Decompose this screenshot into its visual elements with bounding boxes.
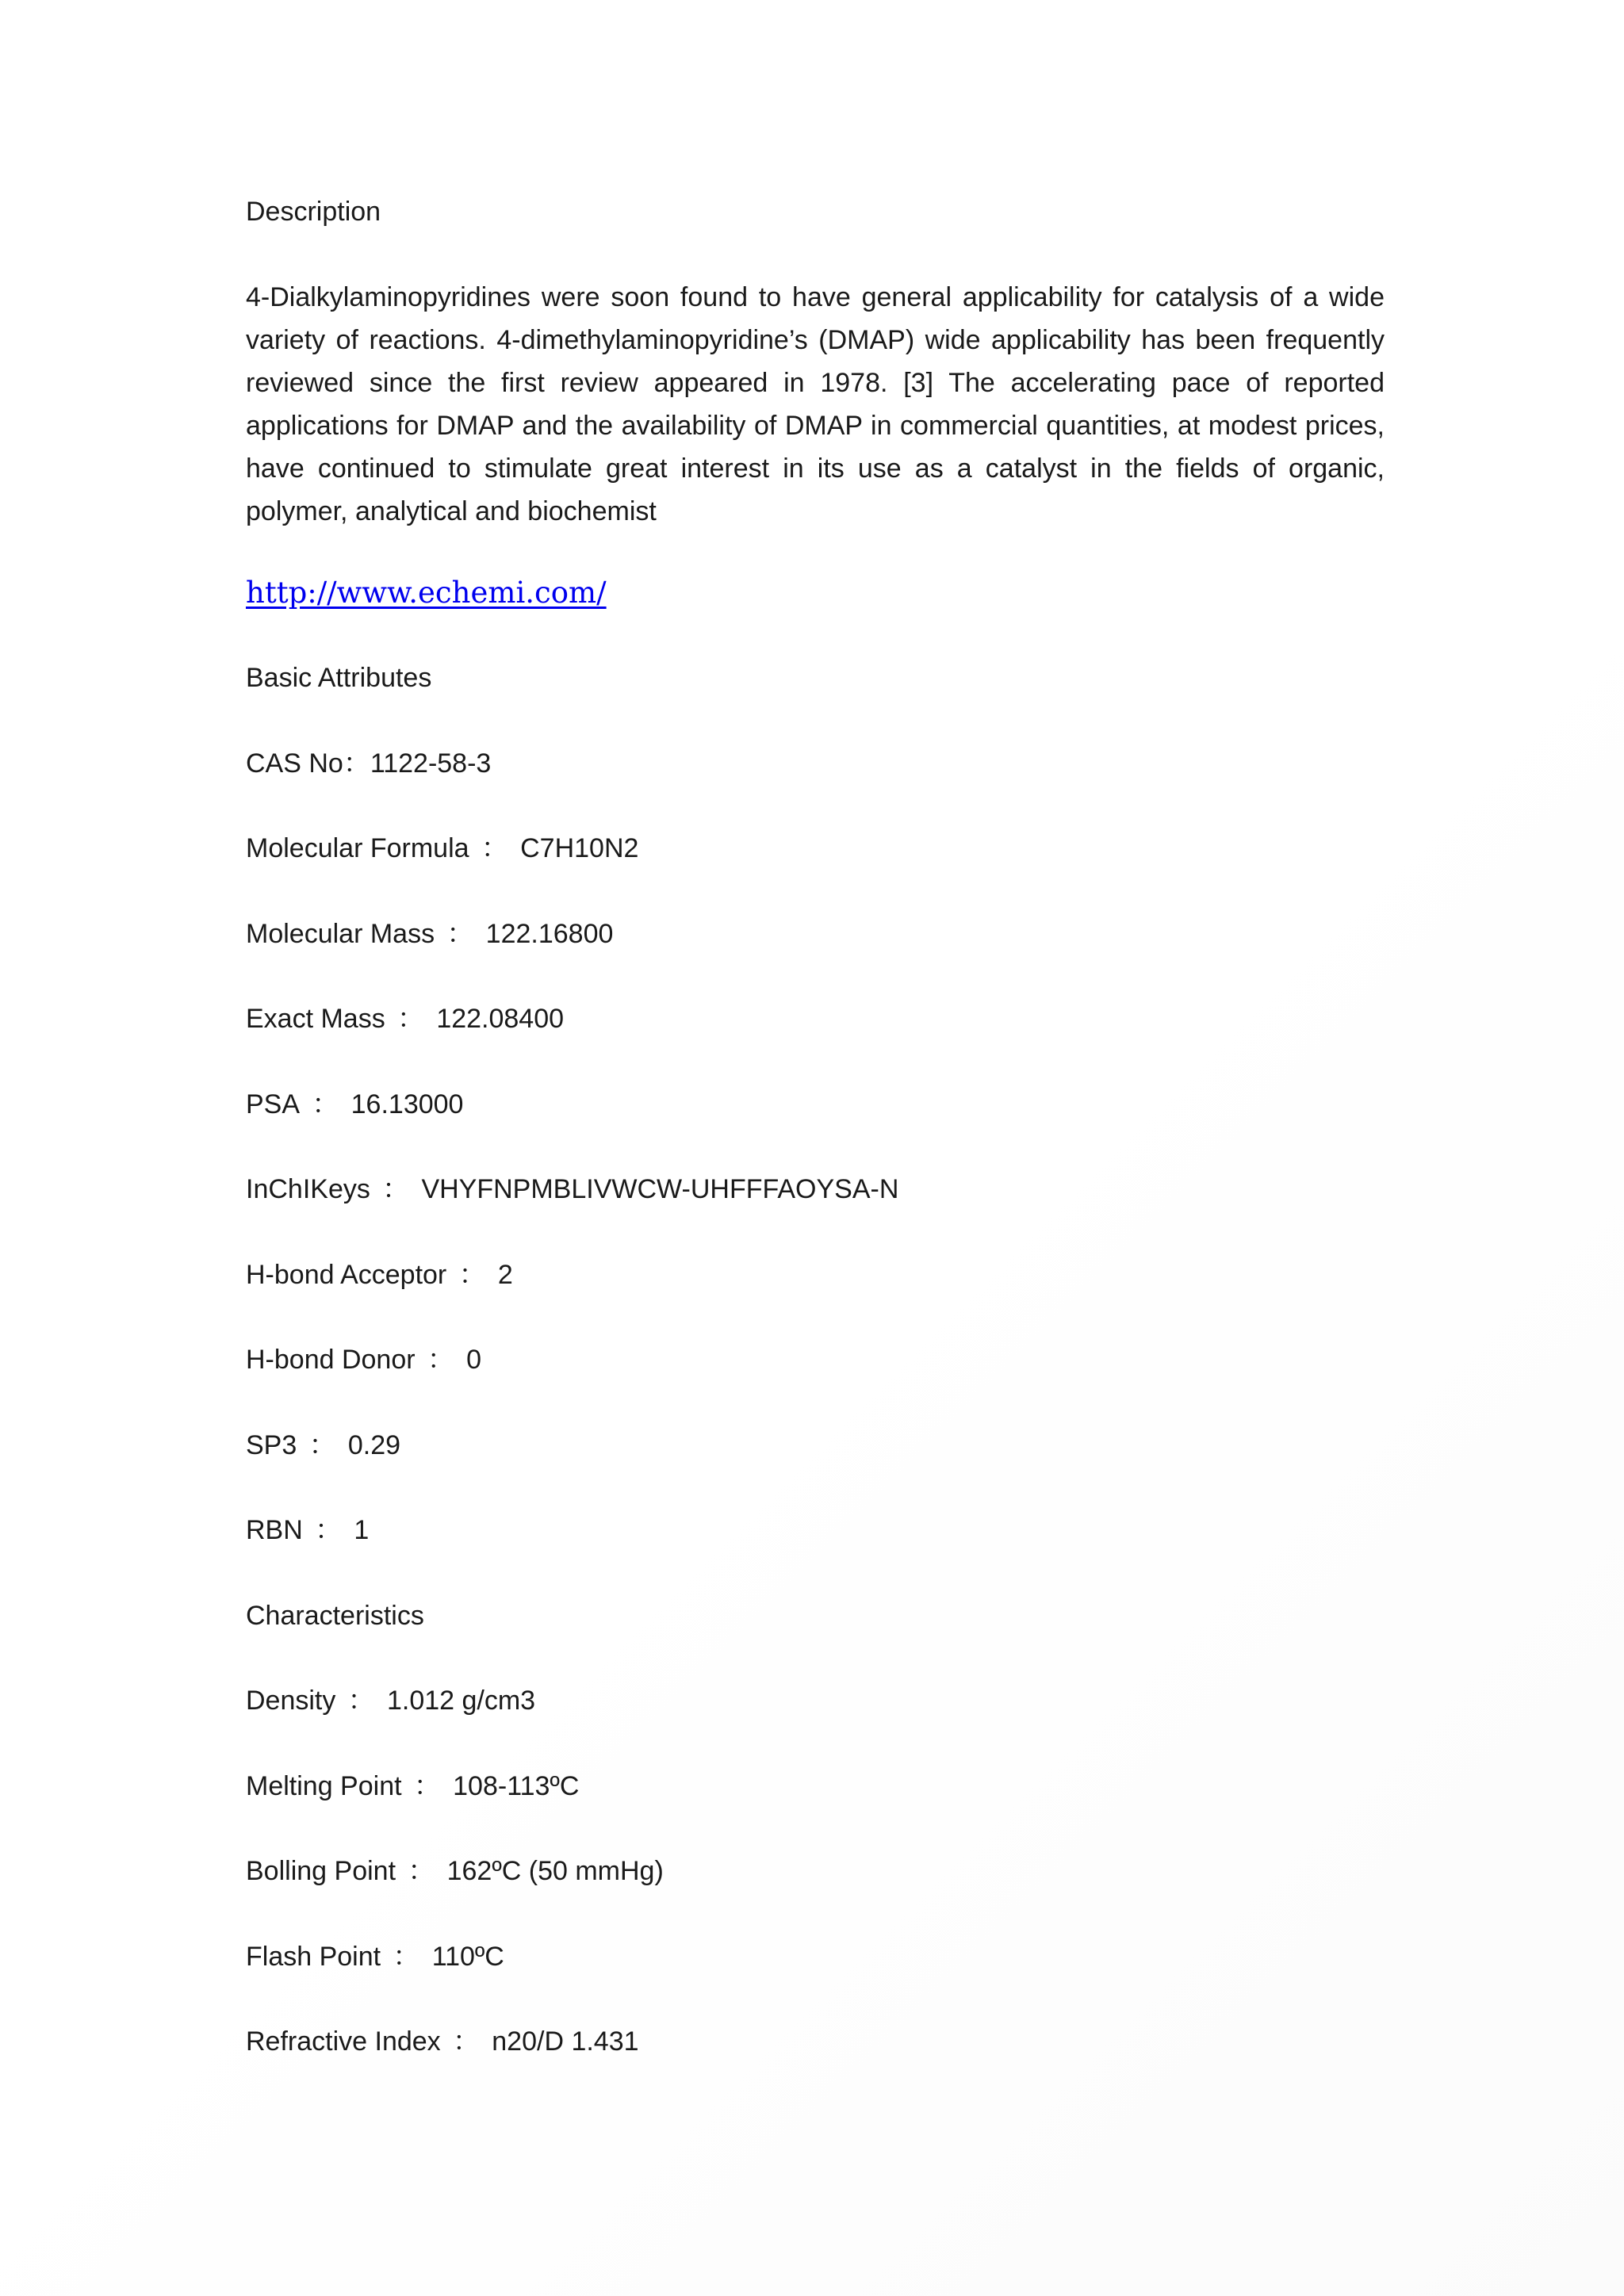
- characteristic-value: 1.012 g/cm3: [386, 1686, 536, 1716]
- characteristic-value: n20/D 1.431: [492, 2026, 639, 2057]
- basic-attributes-heading: Basic Attributes: [246, 663, 432, 693]
- attribute-separator: ：: [481, 833, 508, 863]
- attribute-label: SP3: [246, 1429, 297, 1460]
- characteristic-label: Flash Point: [246, 1941, 381, 1972]
- characteristic-flash-point: [246, 1935, 1385, 1978]
- attribute-h-bond-donor: [246, 1338, 1385, 1381]
- attribute-separator: ：: [397, 1004, 425, 1034]
- description-heading: Description: [246, 197, 381, 227]
- attribute-value: 122.16800: [485, 918, 614, 949]
- attribute-rbn: [246, 1509, 1385, 1552]
- characteristic-value: 108-113ºC: [453, 1770, 580, 1801]
- attribute-value: 0.29: [347, 1429, 401, 1460]
- attribute-separator: ：: [427, 1345, 454, 1375]
- attribute-molecular-mass: [246, 913, 1385, 955]
- characteristic-separator: ：: [393, 1941, 420, 1972]
- attribute-label: H-bond Acceptor: [246, 1259, 447, 1290]
- characteristic-boiling-point: [246, 1850, 1385, 1892]
- attribute-exact-mass: [246, 997, 1385, 1040]
- characteristic-separator: ：: [347, 1686, 375, 1716]
- attribute-separator: ：: [382, 1174, 410, 1204]
- characteristic-separator: ：: [452, 2026, 480, 2057]
- characteristic-separator: ：: [408, 1856, 435, 1886]
- attribute-separator: ：: [308, 1429, 336, 1460]
- characteristic-melting-point: [246, 1765, 1385, 1808]
- attribute-value: 1: [354, 1515, 370, 1545]
- attribute-value: 122.08400: [436, 1004, 565, 1034]
- attribute-h-bond-acceptor: [246, 1253, 1385, 1296]
- attribute-label: Molecular Formula: [246, 833, 469, 863]
- attribute-value: VHYFNPMBLIVWCW-UHFFFAOYSA-N: [421, 1174, 899, 1204]
- attribute-sp3: [246, 1424, 1385, 1467]
- characteristic-value: 162ºC (50 mmHg): [446, 1856, 664, 1886]
- attribute-separator: ：: [343, 748, 370, 779]
- attribute-label: Exact Mass: [246, 1004, 385, 1034]
- attribute-value: 16.13000: [350, 1089, 464, 1119]
- attribute-cas-no: [246, 742, 1385, 785]
- attribute-label: PSA: [246, 1089, 301, 1119]
- attribute-label: InChIKeys: [246, 1174, 370, 1204]
- characteristics-heading: Characteristics: [246, 1600, 424, 1631]
- attribute-value: 2: [497, 1259, 513, 1290]
- attribute-value: 0: [466, 1345, 482, 1375]
- attribute-value: 1122-58-3: [370, 748, 492, 779]
- attribute-value: C7H10N2: [520, 833, 639, 863]
- characteristic-separator: ：: [413, 1770, 441, 1801]
- attribute-separator: ：: [312, 1089, 339, 1119]
- characteristics-list: [246, 1679, 1385, 2063]
- attribute-label: H-bond Donor: [246, 1345, 416, 1375]
- attribute-label: CAS No: [246, 748, 343, 779]
- characteristic-refractive-index: [246, 2020, 1385, 2063]
- attribute-label: RBN: [246, 1515, 303, 1545]
- description-paragraph: 4-Dialkylaminopyridines were soon found to have general applicability for catalysis of a wide variety of reactions. 4-dimethylaminopyridine’s (DMAP) wide applicability has been frequently reviewed since the first review appeared in 1978. [3] The accelerating pace of reported applications for DMAP and the availability of DMAP in commercial quantities, at modest prices, have continued to stimulate great interest in its use as a catalyst in the fields of organic, polymer, analytical and biochemist: [246, 282, 1385, 526]
- attribute-label: Molecular Mass: [246, 918, 435, 949]
- characteristic-value: 110ºC: [431, 1941, 504, 1972]
- characteristic-density: [246, 1679, 1385, 1722]
- attribute-separator: ：: [315, 1515, 343, 1545]
- attribute-inchikeys: [246, 1168, 1385, 1211]
- basic-attributes-list: [246, 742, 1385, 1552]
- attribute-separator: ：: [446, 918, 474, 949]
- characteristic-label: Bolling Point: [246, 1856, 396, 1886]
- attribute-psa: [246, 1083, 1385, 1126]
- characteristic-label: Density: [246, 1686, 336, 1716]
- attribute-molecular-formula: [246, 827, 1385, 870]
- characteristic-label: Refractive Index: [246, 2026, 441, 2057]
- attribute-separator: ：: [458, 1259, 486, 1290]
- document-content: [246, 190, 1385, 2106]
- echemi-link[interactable]: http://www.echemi.com/: [246, 576, 607, 610]
- characteristic-label: Melting Point: [246, 1770, 402, 1801]
